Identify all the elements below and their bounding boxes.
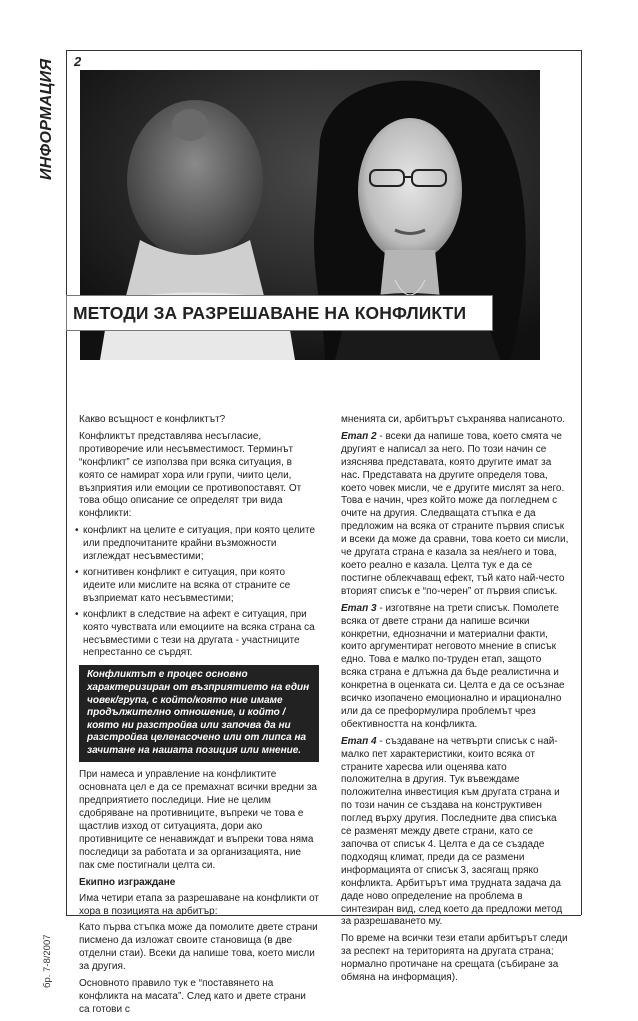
page-number: 2 [74, 54, 82, 69]
right-rule [581, 50, 582, 915]
stage-4-label: Етап 4 [341, 735, 377, 747]
section-heading: Екипно изграждане [79, 876, 176, 888]
management-paragraph: При намеса и управление на конфликтите основната цел е да се премахнат всички вредни за предприятието последици. Ние не целим сдобряване на противниците, въпреки че това е щастлив изход от ситуацията, дори ако противниците се ненавиждат и въпреки това няма последици за работата и за организацията, ние пак сме постигнали целта си. [79, 769, 317, 871]
rule-paragraph: Основното правило тук е “поставянето на конфликта на масата”. След като и двете страни са готови с [79, 978, 306, 1015]
stage-4-paragraph [341, 736, 569, 930]
stage-3-text: - изготвяне на трети списък. Помолете всяка от двете страни да напише всички конкретни, еднозначни и материални факти, които аргументират неговото мнение в списък едно. Това е малко по-труден етап, защото всяка страна е длъжна да бъде реалистична и конкретна в оценката си. Целта е да се осъзнае всичко изопачено емоционално и ирационално или да се преформулира проблемът чрез обективността на конфликта. [341, 602, 565, 730]
list-item-text: конфликт в следствие на афект е ситуация, при която чувствата или емоциите на всяка страна са несъвместими с тези на другата - участниците непрестанно се сърдят. [83, 608, 315, 659]
stage-3-paragraph [341, 603, 569, 732]
list-item-text: конфликт на целите е ситуация, при която целите или предпочитаните крайни възможности изглеждат несъвместими; [83, 525, 316, 563]
list-item: • конфликт на целите е ситуация, при която целите или предпочитаните крайни възможности изглеждат несъвместими; [75, 525, 316, 563]
conflict-types-list [75, 525, 319, 660]
list-item-text: когнитивен конфликт е ситуация, при която идеите или мислите на всяка от страните се възприемат като несъвместими; [83, 566, 291, 604]
stage-2-paragraph [341, 431, 569, 599]
closing-paragraph: По време на всички тези етапи арбитърът следи за респект на територията на другата страна; нормално протичане на срещата (събиране за обмяна на информация). [341, 933, 568, 984]
section-label: ИНФОРМАЦИЯ [38, 58, 55, 180]
question-line: Какво всъщност е конфликтът? [79, 414, 226, 425]
stage-2-text: - всеки да напише това, което смята че другият е написал за него. По този начин се изяснява представата, която другите имат за нас. Представата на другите определя това, което човек мисли, че е другите мислят за него. Това е начин, чрез който може да погледнем с очите на другия. Следващата стъпка е да предложим на всяка от страните първия списък и всеки да може да сравни, това което си мисли, че другата страна е казала за нея/него и това, което реално е казала. Целта тук е да се постигне облекчаващ ефект, тъй като най-често вторият списък е “по-черен” от първия списък. [341, 430, 569, 597]
list-item: • когнитивен конфликт е ситуация, при която идеите или мислите на всяка от страните се възприемат като несъвместими; [75, 566, 291, 604]
first-step-paragraph: Като първа стъпка може да помолите двете страни писмено да изложат своите становища (в две отделни стаи). Всеки да напише това, което мисли за другия. [79, 922, 318, 973]
stage-4-text: - създаване на четвърти списък с най-малко пет характеристики, които всяка от страните харесва или оценява като положителна в другия. Тук въвеждаме положителна инвестиция към другата страна и по този начин се създава на конструктивен поглед върху другия. Последните два списъка се разменят между двете страни, като се започва от списък 4. Целта е да се създаде подходящ климат, преди да се размени информацията от списък 3, засягащ пряко конфликта. Арбитърът има трудната задача да даде ново определение на проблема в синтезиран вид, след което да предложи метод за разрешаването му. [341, 735, 563, 928]
left-rule [66, 50, 67, 915]
list-item: • конфликт в следствие на афект е ситуация, при която чувствата или емоциите на всяка страна са несъвместими с тези на другата - участниците непрестанно се сърдят. [75, 608, 315, 659]
title-box [66, 295, 493, 331]
continuation-paragraph: мненията си, арбитърът съхранява написаното. [341, 414, 566, 425]
left-column [75, 414, 320, 1021]
issue-label: бр. 7-8/2007 [42, 934, 53, 988]
stages-intro: Има четири етапа за разрешаване на конфликти от хора в позицията на арбитър: [79, 892, 320, 917]
stage-2-label: Етап 2 [341, 430, 377, 442]
stage-3-label: Етап 3 [341, 602, 377, 614]
definition-callout: Конфликтът е процес основно характеризиран от възприятието на един човек/група, с който/която ние имаме продължително отношение, и който /която ни разстройва или започва да ни разстройва целенасочено или от липса на зачитане на нашата позиция или мнение. [79, 665, 319, 762]
article-title: МЕТОДИ ЗА РАЗРЕШАВАНЕ НА КОНФЛИКТИ [73, 302, 467, 323]
right-column [341, 414, 569, 989]
top-rule [66, 50, 581, 51]
intro-paragraph: Конфликтът представлява несъгласие, противоречие или несъвместимост. Терминът “конфликт” се използва при всяка ситуация, в която се намират хора или групи, чиито цели, възприятия или емоции се противопоставят. От това общо описание се определят три вида конфликти: [79, 430, 302, 520]
